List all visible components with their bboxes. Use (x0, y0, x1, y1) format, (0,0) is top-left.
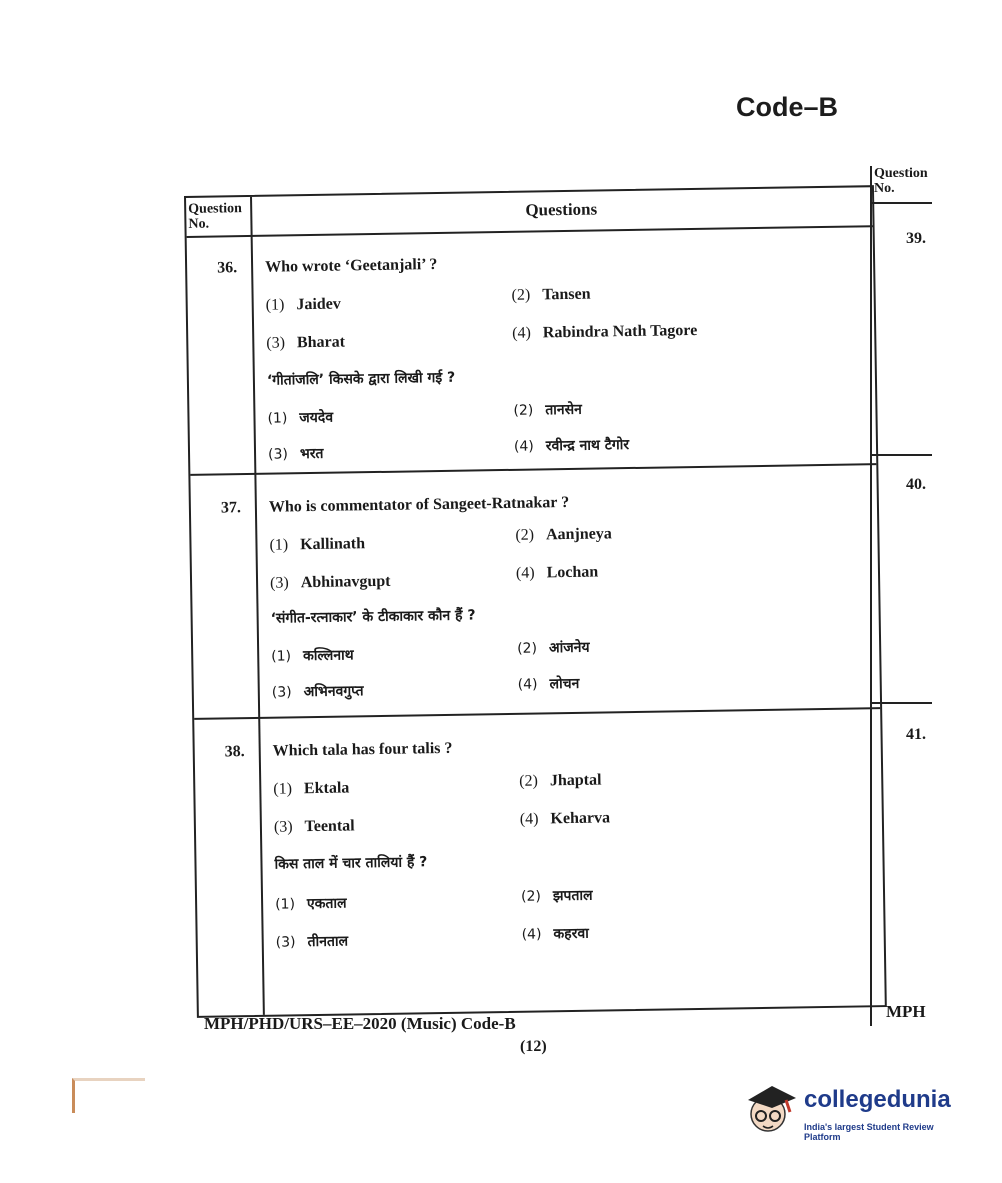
option-3-en: (3) Bharat (266, 333, 346, 352)
question-block-37 (190, 465, 880, 712)
option-4-en: (4) Keharva (519, 809, 611, 828)
question-text-hi: किस ताल में चार तालियां हैं ? (274, 854, 428, 873)
collegedunia-logo (742, 1078, 972, 1142)
question-block-38 (194, 709, 884, 1010)
option-2-en: (2) Tansen (511, 285, 591, 304)
question-text-en: Which tala has four talis ? (272, 739, 453, 760)
question-block-36 (187, 225, 877, 470)
strip-row-divider (872, 454, 932, 456)
option-4-en: (4) Rabindra Nath Tagore (512, 321, 698, 342)
page-number: (12) (520, 1038, 547, 1055)
option-1-en: (1) Ektala (273, 779, 350, 798)
option-2-en: (2) Jhaptal (519, 771, 602, 790)
footer-code-line: MPH/PHD/URS–EE–2020 (Music) Code-B (204, 1014, 516, 1033)
option-2-hi: (2) झपताल (520, 887, 593, 905)
question-text-en: Who is commentator of Sangeet-Ratnakar ? (268, 493, 570, 516)
option-1-hi: (1) कल्लिनाथ (271, 647, 354, 665)
header-question-no: Question No. (188, 201, 243, 232)
option-1-en: (1) Kallinath (269, 535, 366, 554)
question-number: 37. (220, 499, 242, 517)
strip-question-number: 41. (906, 726, 926, 743)
option-1-hi: (1) एकताल (275, 895, 347, 913)
option-1-hi: (1) जयदेव (267, 409, 334, 427)
next-page-strip (870, 166, 932, 1026)
question-text-hi: ‘संगीत-रत्नाकार’ के टीकाकार कौन हैं ? (270, 607, 476, 627)
option-1-en: (1) Jaidev (265, 295, 341, 314)
option-3-en: (3) Teental (273, 817, 355, 836)
strip-question-number: 39. (906, 230, 926, 247)
header-questions: Questions (525, 199, 598, 220)
logo-tagline: India's largest Student Review Platform (804, 1122, 934, 1142)
option-4-hi: (4) रवीन्द्र नाथ टैगोर (513, 437, 630, 455)
strip-row-divider (872, 702, 932, 704)
option-2-hi: (2) तानसेन (513, 401, 583, 419)
question-text-en: Who wrote ‘Geetanjali’ ? (264, 256, 438, 276)
option-4-hi: (4) लोचन (517, 675, 580, 693)
question-number: 36. (217, 259, 238, 277)
option-3-hi: (3) तीनताल (275, 933, 349, 951)
question-text-hi: ‘गीतांजलि’ किसके द्वारा लिखी गई ? (266, 369, 456, 389)
option-3-hi: (3) भरत (267, 445, 324, 463)
option-3-en: (3) Abhinavgupt (269, 572, 391, 592)
option-4-hi: (4) कहरवा (521, 925, 589, 943)
logo-name: collegedunia (804, 1086, 951, 1113)
option-3-hi: (3) अभिनवगुप्त (271, 683, 364, 701)
option-4-en: (4) Lochan (515, 563, 599, 582)
question-number: 38. (224, 743, 245, 761)
question-table (184, 185, 887, 1018)
option-2-en: (2) Aanjneya (515, 525, 612, 544)
option-2-hi: (2) आंजनेय (517, 639, 590, 657)
strip-question-number: 40. (906, 476, 926, 493)
strip-header: Question No. (872, 166, 932, 204)
paper-code: Code–B (736, 92, 839, 122)
mascot-icon (742, 1078, 800, 1136)
strip-footer: MPH (886, 1002, 926, 1021)
paper-scrap (72, 1078, 145, 1113)
